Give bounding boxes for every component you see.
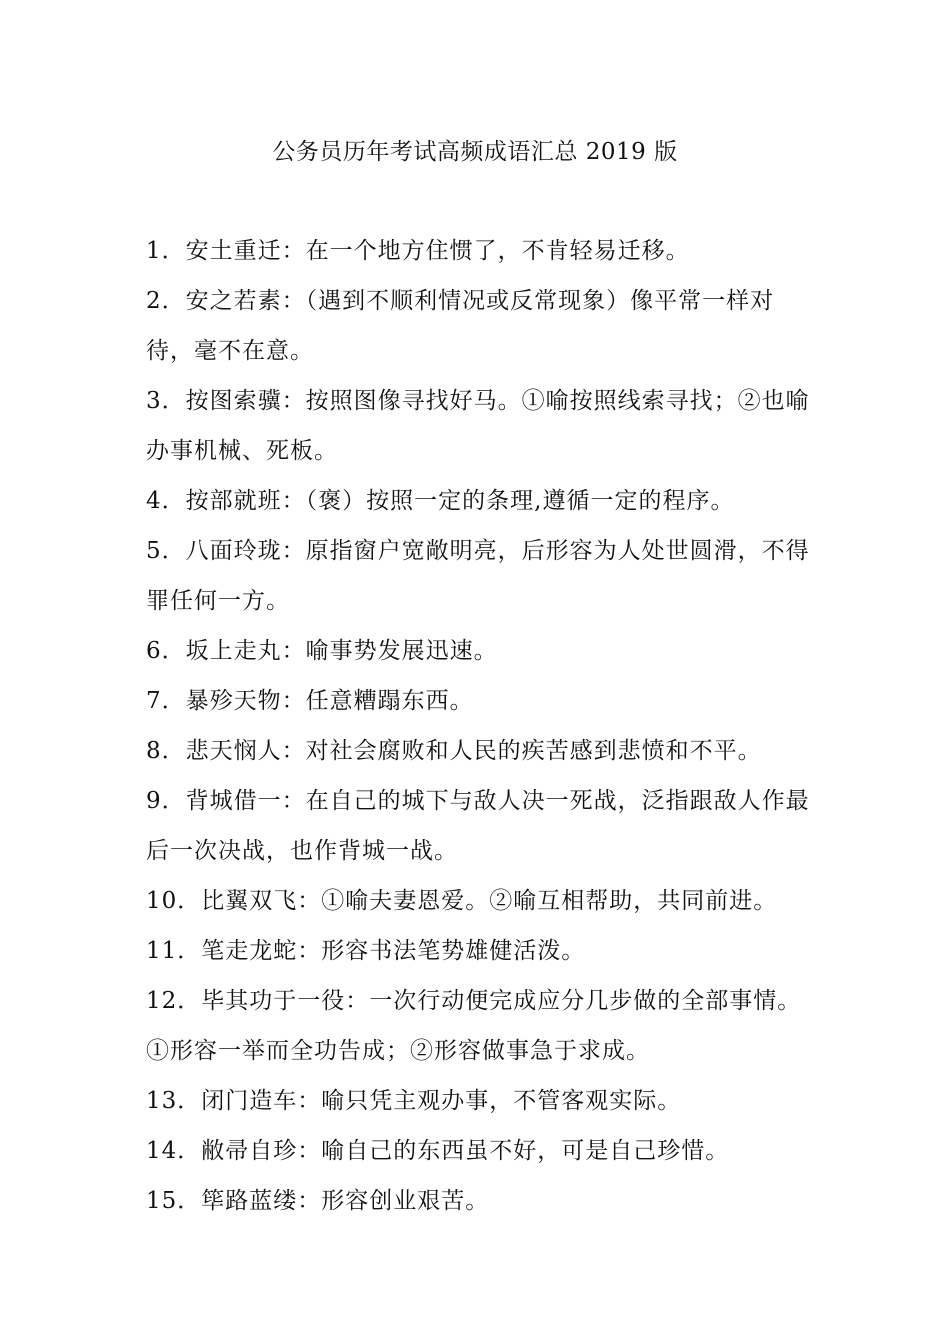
entry-text: 安之若素：（遇到不顺利情况或反常现象）像平常一样对待，毫不在意。	[146, 288, 775, 364]
entry-number: 9．	[146, 788, 186, 814]
entry-number: 11．	[146, 938, 202, 964]
entry-text: 闭门造车：喻只凭主观办事，不管客观实际。	[201, 1088, 682, 1114]
entry-text: 背城借一：在自己的城下与敌人决一死战，泛指跟敌人作最后一次决战，也作背城一战。	[146, 788, 810, 864]
entry-number: 8．	[146, 738, 186, 764]
list-item	[146, 676, 810, 726]
document-title: 公务员历年考试高频成语汇总 2019 版	[272, 139, 678, 165]
entry-text: 比翼双飞：①喻夫妻恩爱。②喻互相帮助，共同前进。	[201, 888, 778, 914]
entry-text: 悲天悯人：对社会腐败和人民的疾苦感到悲愤和不平。	[185, 738, 762, 764]
list-item	[146, 376, 810, 476]
entry-number: 5．	[146, 538, 186, 564]
entry-number: 2．	[146, 288, 186, 314]
entry-text: 毕其功于一役：一次行动便完成应分几步做的全部事情。①形容一举而全功告成；②形容做事急于求成。	[146, 988, 802, 1064]
entry-number: 4．	[146, 488, 186, 514]
entry-number: 13．	[146, 1088, 202, 1114]
list-item	[146, 1176, 810, 1226]
entry-number: 7．	[146, 688, 186, 714]
entry-number: 1．	[146, 238, 186, 264]
list-item	[146, 926, 810, 976]
entry-text: 坂上走丸：喻事势发展迅速。	[185, 638, 498, 664]
list-item	[146, 876, 810, 926]
entry-text: 八面玲珑：原指窗户宽敞明亮，后形容为人处世圆滑，不得罪任何一方。	[146, 538, 810, 614]
list-item	[146, 726, 810, 776]
list-item	[146, 276, 810, 376]
entry-text: 安土重迁：在一个地方住惯了，不肯轻易迁移。	[185, 238, 690, 264]
entry-number: 10．	[146, 888, 202, 914]
entry-text: 按图索骥：按照图像寻找好马。①喻按照线索寻找；②也喻办事机械、死板。	[146, 388, 810, 464]
entry-text: 按部就班：（褒）按照一定的条理,遵循一定的程序。	[185, 488, 735, 514]
entry-number: 15．	[146, 1188, 202, 1214]
list-item	[146, 1076, 810, 1126]
list-item	[146, 226, 810, 276]
list-item	[146, 526, 810, 626]
entry-text: 暴殄天物：任意糟蹋东西。	[185, 688, 474, 714]
list-item	[146, 476, 810, 526]
idiom-list	[146, 226, 810, 1226]
entry-text: 筚路蓝缕：形容创业艰苦。	[201, 1188, 490, 1214]
entry-text: 笔走龙蛇：形容书法笔势雄健活泼。	[201, 938, 586, 964]
list-item	[146, 1126, 810, 1176]
list-item	[146, 626, 810, 676]
entry-number: 6．	[146, 638, 186, 664]
entry-text: 敝帚自珍：喻自己的东西虽不好，可是自己珍惜。	[201, 1138, 730, 1164]
entry-number: 3．	[146, 388, 186, 414]
entry-number: 12．	[146, 988, 202, 1014]
list-item	[146, 976, 810, 1076]
list-item	[146, 776, 810, 876]
entry-number: 14．	[146, 1138, 202, 1164]
